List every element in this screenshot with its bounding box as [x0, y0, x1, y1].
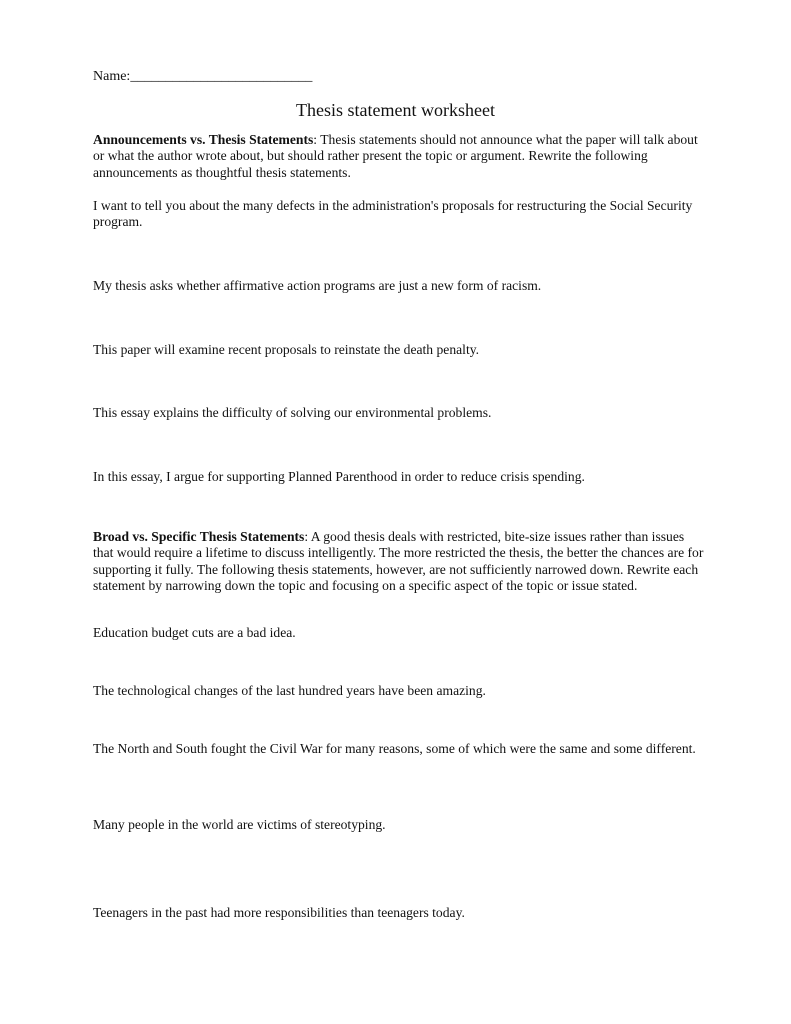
name-label: Name: — [93, 69, 131, 84]
name-field — [93, 69, 705, 85]
announcement-item-1: I want to tell you about the many defects in the administration's proposals for restructuring the Social Security program. — [93, 198, 693, 230]
section2-intro — [93, 529, 705, 595]
broad-item-4: Many people in the world are victims of stereotyping. — [93, 817, 386, 832]
name-blank-line: __________________________ — [130, 69, 313, 84]
announcement-item-5: In this essay, I argue for supporting Planned Parenthood in order to reduce crisis spending. — [93, 469, 585, 484]
section1-intro-text: : Thesis statements should not announce what the paper will talk about or what the author wrote about, but should rather present the topic or argument. Rewrite the following announcements as thoughtful thesis statements. — [93, 132, 698, 180]
broad-item-1: Education budget cuts are a bad idea. — [93, 625, 296, 640]
announcement-item-2: My thesis asks whether affirmative action programs are just a new form of racism. — [93, 278, 542, 293]
section1-intro — [93, 132, 705, 181]
broad-item-5: Teenagers in the past had more responsibilities than teenagers today. — [93, 905, 465, 920]
announcement-item-3: This paper will examine recent proposals to reinstate the death penalty. — [93, 342, 480, 357]
broad-item-2: The technological changes of the last hundred years have been amazing. — [93, 683, 486, 698]
broad-item-3: The North and South fought the Civil War for many reasons, some of which were the same and some different. — [93, 741, 696, 756]
section1-heading: Announcements vs. Thesis Statements — [93, 132, 314, 147]
section2-intro-text: : A good thesis deals with restricted, bite-size issues rather than issues that would require a lifetime to discuss intelligently. The more restricted the thesis, the better the chances are for supporting it fully. The following thesis statements, however, are not sufficiently narrowed down. Rewrite each statement by narrowing down the topic and focusing on a specific aspect of the topic or issue stated. — [93, 529, 704, 594]
section2-heading: Broad vs. Specific Thesis Statements — [93, 529, 305, 544]
page-title: Thesis statement worksheet — [296, 100, 495, 120]
announcement-item-4: This essay explains the difficulty of solving our environmental problems. — [93, 405, 492, 420]
